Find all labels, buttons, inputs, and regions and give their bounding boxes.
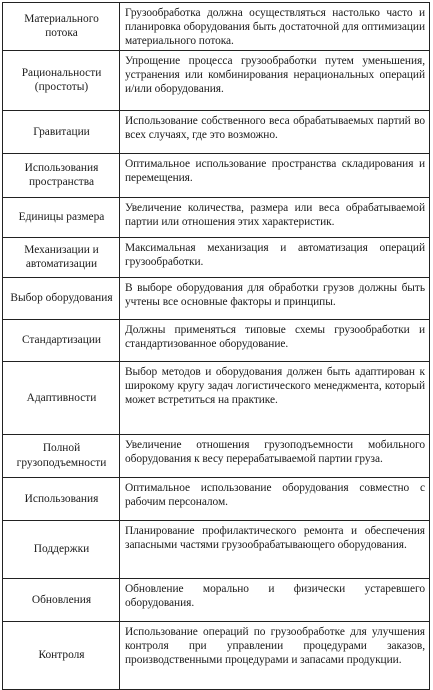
principle-description: Упрощение процесса грузообработки путем уменьшения, устранения или комбинирования нерациональных операций и/или оборудования. [120, 50, 430, 110]
principle-name: Рациональности (простоты) [3, 50, 120, 110]
principle-name: Контроля [3, 621, 120, 689]
principle-description: Оптимальное использование оборудования совместно с рабочим персоналом. [120, 477, 430, 520]
principle-name: Материального потока [3, 3, 120, 51]
table-row [3, 319, 430, 361]
principle-description: Использование операций по грузообработке для улучшения контроля при управлении процедурами заказов, производственными процедурами и запасами продукции. [120, 621, 430, 689]
principle-description: Максимальная механизация и автоматизация операций грузообработки. [120, 237, 430, 277]
principle-name: Единицы размера [3, 197, 120, 237]
table-row [3, 621, 430, 689]
principle-description: Обновление морально и физически устаревшего оборудования. [120, 578, 430, 621]
table-row [3, 197, 430, 237]
principle-description: Выбор методов и оборудования должен быть адаптирован к широкому кругу задач логистического менеджмента, который может встретиться на практике. [120, 361, 430, 434]
principle-description: Использование собственного веса обрабатываемых партий во всех случаях, где это возможно. [120, 110, 430, 153]
principle-description: Должны применяться типовые схемы грузообработки и стандартизованное оборудование. [120, 319, 430, 361]
principle-name: Адаптивности [3, 361, 120, 434]
table-row [3, 110, 430, 153]
principle-name: Гравитации [3, 110, 120, 153]
table-row [3, 578, 430, 621]
principle-name: Механизации и автоматизации [3, 237, 120, 277]
table-row [3, 153, 430, 197]
principle-description: Оптимальное использование пространства складирования и перемещения. [120, 153, 430, 197]
principle-name: Обновления [3, 578, 120, 621]
principle-name: Стандартизации [3, 319, 120, 361]
principle-description: Увеличение отношения грузоподъемности мобильного оборудования к весу перерабатываемой партии груза. [120, 434, 430, 477]
table-row [3, 434, 430, 477]
principles-table [2, 2, 430, 690]
principle-description: Планирование профилактического ремонта и обеспечения запасными частями грузообрабатывающего оборудования. [120, 520, 430, 578]
table-row [3, 477, 430, 520]
table-row [3, 277, 430, 319]
principle-name: Поддержки [3, 520, 120, 578]
principle-name: Полной грузоподъемности [3, 434, 120, 477]
table-row [3, 361, 430, 434]
principle-description: Увеличение количества, размера или веса обрабатываемой партии или отношения этих характеристик. [120, 197, 430, 237]
table-row [3, 520, 430, 578]
principle-name: Выбор оборудования [3, 277, 120, 319]
table-row [3, 237, 430, 277]
principle-name: Использования пространства [3, 153, 120, 197]
table-row [3, 3, 430, 51]
principle-description: В выборе оборудования для обработки грузов должны быть учтены все основные факторы и принципы. [120, 277, 430, 319]
table-row [3, 50, 430, 110]
principle-name: Использования [3, 477, 120, 520]
principle-description: Грузообработка должна осуществляться настолько часто и планировка оборудования быть достаточной для оптимизации материального потока. [120, 3, 430, 51]
